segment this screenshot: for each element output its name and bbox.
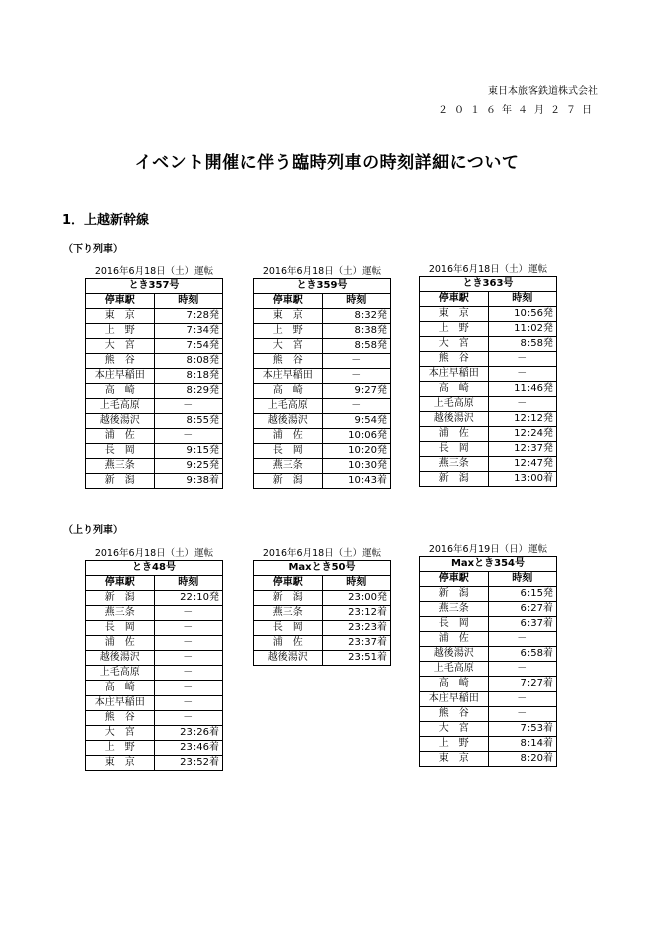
station-name: 新 潟 xyxy=(420,587,489,602)
train-name-row xyxy=(254,279,391,294)
train-name: Maxとき50号 xyxy=(254,561,391,576)
station-name: 越後湯沢 xyxy=(86,414,155,429)
table-row xyxy=(86,741,223,756)
table-row xyxy=(420,367,557,382)
time-cell: 23:46着 xyxy=(154,741,223,756)
time-cell: 9:27発 xyxy=(322,384,391,399)
station-name: 新 潟 xyxy=(420,472,489,487)
station-column-header: 停車駅 xyxy=(254,576,323,591)
table-row xyxy=(420,692,557,707)
table-row xyxy=(254,399,391,414)
station-name: 燕三条 xyxy=(254,459,323,474)
station-name: 熊 谷 xyxy=(254,354,323,369)
table-row xyxy=(420,427,557,442)
run-date: 2016年6月18日（土）運転 xyxy=(94,266,214,277)
table-row xyxy=(86,711,223,726)
table-row xyxy=(86,459,223,474)
time-cell: 22:10発 xyxy=(154,591,223,606)
station-column-header: 停車駅 xyxy=(86,576,155,591)
time-cell: 8:20着 xyxy=(488,752,557,767)
station-name: 燕三条 xyxy=(86,459,155,474)
station-name: 新 潟 xyxy=(86,474,155,489)
table-row xyxy=(86,606,223,621)
run-date: 2016年6月18日（土）運転 xyxy=(262,548,382,559)
station-name: 本庄早稲田 xyxy=(420,367,489,382)
train-name: とき359号 xyxy=(254,279,391,294)
table-row xyxy=(86,726,223,741)
time-cell: － xyxy=(322,354,391,369)
station-name: 長 岡 xyxy=(420,617,489,632)
time-cell: － xyxy=(322,369,391,384)
station-column-header: 停車駅 xyxy=(420,292,489,307)
table-row xyxy=(86,591,223,606)
train-name: とき363号 xyxy=(420,277,557,292)
time-cell: 8:08発 xyxy=(154,354,223,369)
table-row xyxy=(86,681,223,696)
time-cell: 7:34発 xyxy=(154,324,223,339)
table-row xyxy=(254,606,391,621)
time-cell: 6:27着 xyxy=(488,602,557,617)
section-heading: 1．上越新幹線 xyxy=(62,213,150,228)
time-column-header: 時刻 xyxy=(322,294,391,309)
company-name: 東日本旅客鉄道株式会社 xyxy=(488,86,598,97)
time-cell: 23:37着 xyxy=(322,636,391,651)
station-name: 上 野 xyxy=(254,324,323,339)
time-cell: 23:00発 xyxy=(322,591,391,606)
station-name: 高 崎 xyxy=(86,384,155,399)
station-name: 浦 佐 xyxy=(86,429,155,444)
table-row xyxy=(420,587,557,602)
table-row xyxy=(254,384,391,399)
timetable xyxy=(419,276,557,487)
time-cell: 11:02発 xyxy=(488,322,557,337)
station-name: 新 潟 xyxy=(86,591,155,606)
time-cell: 6:58着 xyxy=(488,647,557,662)
station-name: 熊 谷 xyxy=(86,354,155,369)
station-name: 熊 谷 xyxy=(420,352,489,367)
time-cell: 23:12着 xyxy=(322,606,391,621)
time-cell: 8:58発 xyxy=(322,339,391,354)
time-cell: － xyxy=(154,711,223,726)
time-cell: － xyxy=(488,632,557,647)
station-name: 本庄早稲田 xyxy=(86,369,155,384)
time-cell: 8:18発 xyxy=(154,369,223,384)
timetable xyxy=(85,560,223,771)
table-row xyxy=(254,339,391,354)
station-name: 越後湯沢 xyxy=(420,647,489,662)
table-row xyxy=(420,352,557,367)
run-date: 2016年6月18日（土）運転 xyxy=(94,548,214,559)
station-column-header: 停車駅 xyxy=(254,294,323,309)
table-row xyxy=(254,429,391,444)
time-cell: － xyxy=(488,367,557,382)
train-name: Maxとき354号 xyxy=(420,557,557,572)
table-row xyxy=(420,737,557,752)
station-name: 熊 谷 xyxy=(86,711,155,726)
table-row xyxy=(420,412,557,427)
time-cell: 6:15発 xyxy=(488,587,557,602)
train-name-row xyxy=(86,279,223,294)
table-row xyxy=(420,722,557,737)
station-name: 上毛高原 xyxy=(254,399,323,414)
time-cell: 13:00着 xyxy=(488,472,557,487)
time-cell: 9:25発 xyxy=(154,459,223,474)
time-column-header: 時刻 xyxy=(488,572,557,587)
station-name: 高 崎 xyxy=(420,382,489,397)
table-row xyxy=(254,459,391,474)
timetable-toki-357 xyxy=(85,266,223,489)
station-name: 高 崎 xyxy=(420,677,489,692)
table-row xyxy=(420,617,557,632)
table-row xyxy=(420,337,557,352)
document-date: ２０１６年４月２７日 xyxy=(438,105,598,116)
run-date: 2016年6月18日（土）運転 xyxy=(262,266,382,277)
station-name: 燕三条 xyxy=(420,457,489,472)
table-row xyxy=(420,397,557,412)
table-row xyxy=(86,309,223,324)
column-header-row xyxy=(420,292,557,307)
time-cell: － xyxy=(488,662,557,677)
time-cell: 11:46発 xyxy=(488,382,557,397)
station-name: 燕三条 xyxy=(254,606,323,621)
table-row xyxy=(86,474,223,489)
table-row xyxy=(420,677,557,692)
station-name: 大 宮 xyxy=(420,722,489,737)
time-cell: 10:43着 xyxy=(322,474,391,489)
table-row xyxy=(86,399,223,414)
time-cell: － xyxy=(154,651,223,666)
time-cell: － xyxy=(154,429,223,444)
time-column-header: 時刻 xyxy=(488,292,557,307)
time-column-header: 時刻 xyxy=(322,576,391,591)
time-cell: 23:51着 xyxy=(322,651,391,666)
time-cell: － xyxy=(154,621,223,636)
station-name: 越後湯沢 xyxy=(254,414,323,429)
train-name-row xyxy=(420,277,557,292)
table-row xyxy=(254,651,391,666)
table-row xyxy=(86,369,223,384)
time-cell: － xyxy=(488,352,557,367)
station-name: 上毛高原 xyxy=(420,397,489,412)
time-column-header: 時刻 xyxy=(154,576,223,591)
table-row xyxy=(420,307,557,322)
table-row xyxy=(86,324,223,339)
table-row xyxy=(86,666,223,681)
run-date: 2016年6月18日（土）運転 xyxy=(428,264,548,275)
time-cell: － xyxy=(154,681,223,696)
table-row xyxy=(420,382,557,397)
time-cell: 7:54発 xyxy=(154,339,223,354)
station-name: 上 野 xyxy=(86,324,155,339)
station-name: 本庄早稲田 xyxy=(254,369,323,384)
station-name: 上毛高原 xyxy=(86,399,155,414)
column-header-row xyxy=(86,576,223,591)
station-name: 東 京 xyxy=(420,307,489,322)
timetable-max-toki-50 xyxy=(253,548,391,666)
timetable-max-toki-354 xyxy=(419,544,557,767)
timetable xyxy=(253,278,391,489)
station-name: 東 京 xyxy=(254,309,323,324)
column-header-row xyxy=(254,294,391,309)
table-row xyxy=(420,647,557,662)
station-name: 東 京 xyxy=(420,752,489,767)
train-name-row xyxy=(86,561,223,576)
station-name: 浦 佐 xyxy=(254,429,323,444)
table-row xyxy=(86,621,223,636)
table-row xyxy=(420,752,557,767)
table-row xyxy=(254,414,391,429)
table-row xyxy=(420,662,557,677)
timetable-toki-48 xyxy=(85,548,223,771)
time-cell: － xyxy=(488,397,557,412)
time-cell: － xyxy=(154,636,223,651)
station-name: 浦 佐 xyxy=(420,427,489,442)
table-row xyxy=(86,636,223,651)
document-title: イベント開催に伴う臨時列車の時刻詳細について xyxy=(134,153,520,173)
time-column-header: 時刻 xyxy=(154,294,223,309)
station-name: 上毛高原 xyxy=(420,662,489,677)
station-name: 高 崎 xyxy=(86,681,155,696)
table-row xyxy=(86,429,223,444)
column-header-row xyxy=(254,576,391,591)
time-cell: 8:58発 xyxy=(488,337,557,352)
station-name: 燕三条 xyxy=(86,606,155,621)
station-name: 大 宮 xyxy=(420,337,489,352)
table-row xyxy=(254,309,391,324)
up-trains-label: （上り列車） xyxy=(63,525,123,536)
time-cell: 8:32発 xyxy=(322,309,391,324)
table-row xyxy=(86,339,223,354)
station-name: 長 岡 xyxy=(420,442,489,457)
time-cell: 10:06発 xyxy=(322,429,391,444)
table-row xyxy=(420,472,557,487)
table-row xyxy=(420,322,557,337)
timetable xyxy=(85,278,223,489)
station-name: 上毛高原 xyxy=(86,666,155,681)
time-cell: 10:56発 xyxy=(488,307,557,322)
time-cell: 10:20発 xyxy=(322,444,391,459)
table-row xyxy=(254,324,391,339)
station-name: 大 宮 xyxy=(86,726,155,741)
column-header-row xyxy=(420,572,557,587)
time-cell: 9:38着 xyxy=(154,474,223,489)
table-row xyxy=(86,444,223,459)
table-row xyxy=(86,384,223,399)
station-name: 新 潟 xyxy=(254,474,323,489)
table-row xyxy=(254,474,391,489)
station-name: 長 岡 xyxy=(86,621,155,636)
station-name: 浦 佐 xyxy=(86,636,155,651)
time-cell: 9:54発 xyxy=(322,414,391,429)
time-cell: 7:28発 xyxy=(154,309,223,324)
table-row xyxy=(420,602,557,617)
table-row xyxy=(254,621,391,636)
table-row xyxy=(420,632,557,647)
timetable-toki-359 xyxy=(253,266,391,489)
time-cell: 7:27着 xyxy=(488,677,557,692)
station-column-header: 停車駅 xyxy=(86,294,155,309)
table-row xyxy=(86,414,223,429)
station-name: 越後湯沢 xyxy=(86,651,155,666)
station-name: 越後湯沢 xyxy=(420,412,489,427)
station-name: 熊 谷 xyxy=(420,707,489,722)
time-cell: 23:52着 xyxy=(154,756,223,771)
time-cell: 12:47発 xyxy=(488,457,557,472)
time-cell: 8:38発 xyxy=(322,324,391,339)
time-cell: 8:29発 xyxy=(154,384,223,399)
table-row xyxy=(86,651,223,666)
station-name: 長 岡 xyxy=(254,621,323,636)
station-name: 本庄早稲田 xyxy=(86,696,155,711)
table-row xyxy=(254,354,391,369)
station-column-header: 停車駅 xyxy=(420,572,489,587)
timetable xyxy=(253,560,391,666)
time-cell: 12:24発 xyxy=(488,427,557,442)
station-name: 大 宮 xyxy=(254,339,323,354)
table-row xyxy=(420,442,557,457)
time-cell: 8:55発 xyxy=(154,414,223,429)
time-cell: 8:14着 xyxy=(488,737,557,752)
station-name: 東 京 xyxy=(86,756,155,771)
table-row xyxy=(86,756,223,771)
time-cell: － xyxy=(322,399,391,414)
station-name: 上 野 xyxy=(420,737,489,752)
time-cell: － xyxy=(154,606,223,621)
station-name: 高 崎 xyxy=(254,384,323,399)
time-cell: 10:30発 xyxy=(322,459,391,474)
run-date: 2016年6月19日（日）運転 xyxy=(428,544,548,555)
table-row xyxy=(86,354,223,369)
table-row xyxy=(420,707,557,722)
column-header-row xyxy=(86,294,223,309)
time-cell: － xyxy=(488,692,557,707)
time-cell: 7:53着 xyxy=(488,722,557,737)
table-row xyxy=(254,369,391,384)
time-cell: － xyxy=(154,696,223,711)
train-name-row xyxy=(254,561,391,576)
station-name: 東 京 xyxy=(86,309,155,324)
table-row xyxy=(86,696,223,711)
train-name: とき48号 xyxy=(86,561,223,576)
station-name: 浦 佐 xyxy=(254,636,323,651)
timetable-toki-363 xyxy=(419,264,557,487)
station-name: 大 宮 xyxy=(86,339,155,354)
time-cell: 12:37発 xyxy=(488,442,557,457)
timetable xyxy=(419,556,557,767)
time-cell: 23:26着 xyxy=(154,726,223,741)
time-cell: － xyxy=(488,707,557,722)
station-name: 浦 佐 xyxy=(420,632,489,647)
table-row xyxy=(254,636,391,651)
time-cell: 12:12発 xyxy=(488,412,557,427)
station-name: 越後湯沢 xyxy=(254,651,323,666)
table-row xyxy=(420,457,557,472)
time-cell: 6:37着 xyxy=(488,617,557,632)
time-cell: 9:15発 xyxy=(154,444,223,459)
down-trains-label: （下り列車） xyxy=(63,244,123,255)
station-name: 長 岡 xyxy=(86,444,155,459)
time-cell: － xyxy=(154,666,223,681)
station-name: 上 野 xyxy=(86,741,155,756)
table-row xyxy=(254,444,391,459)
station-name: 本庄早稲田 xyxy=(420,692,489,707)
time-cell: 23:23着 xyxy=(322,621,391,636)
station-name: 上 野 xyxy=(420,322,489,337)
station-name: 長 岡 xyxy=(254,444,323,459)
time-cell: － xyxy=(154,399,223,414)
station-name: 燕三条 xyxy=(420,602,489,617)
table-row xyxy=(254,591,391,606)
train-name: とき357号 xyxy=(86,279,223,294)
train-name-row xyxy=(420,557,557,572)
station-name: 新 潟 xyxy=(254,591,323,606)
